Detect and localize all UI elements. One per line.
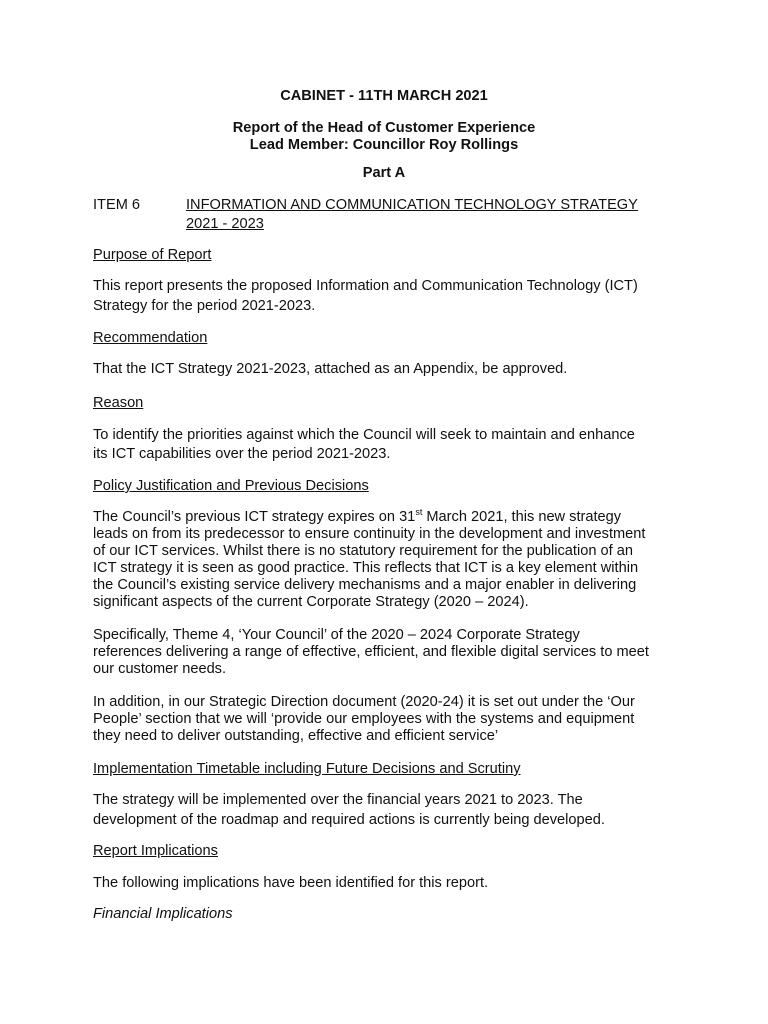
policy-p1-line-1 bbox=[93, 509, 675, 526]
reason-line-2: its ICT capabilities over the period 2021-2023. bbox=[93, 446, 391, 462]
item-title-line-1: INFORMATION AND COMMUNICATION TECHNOLOGY STRATEGY bbox=[186, 197, 638, 213]
policy-p3-line-2: People’ section that we will ‘provide our employees with the systems and equipment bbox=[93, 711, 635, 727]
ordinal-suffix: st bbox=[415, 507, 423, 517]
item-title-line-2: 2021 - 2023 bbox=[186, 216, 264, 232]
implementation-heading: Implementation Timetable including Future Decisions and Scrutiny bbox=[93, 761, 521, 777]
reason-line-1: To identify the priorities against which the Council will seek to maintain and enhance bbox=[93, 427, 635, 443]
recommendation-heading: Recommendation bbox=[93, 330, 208, 346]
policy-p1-line-5: the Council’s existing service delivery mechanisms and a major enabler in delivering bbox=[93, 577, 637, 593]
implications-text: The following implications have been identified for this report. bbox=[93, 875, 489, 891]
policy-p3-line-3: they need to deliver outstanding, effective and efficient service’ bbox=[93, 728, 499, 744]
item-number: ITEM 6 bbox=[93, 197, 141, 213]
purpose-line-1: This report presents the proposed Information and Communication Technology (ICT) bbox=[93, 278, 638, 294]
financial-implications-heading: Financial Implications bbox=[93, 906, 233, 922]
policy-p1-line-6: significant aspects of the current Corporate Strategy (2020 – 2024). bbox=[93, 594, 529, 610]
recommendation-text: That the ICT Strategy 2021-2023, attached as an Appendix, be approved. bbox=[93, 361, 568, 377]
policy-p3-line-1: In addition, in our Strategic Direction document (2020-24) it is set out under the ‘Our bbox=[93, 694, 635, 710]
lead-member: Lead Member: Councillor Roy Rollings bbox=[249, 137, 519, 153]
implementation-line-1: The strategy will be implemented over the financial years 2021 to 2023. The bbox=[93, 792, 583, 808]
part-label: Part A bbox=[362, 165, 406, 181]
policy-p1-line-1-end: March 2021, this new strategy bbox=[422, 509, 622, 525]
implementation-line-2: development of the roadmap and required actions is currently being developed. bbox=[93, 812, 605, 828]
policy-p1-line-4: ICT strategy it is seen as good practice. This reflects that ICT is a key element within bbox=[93, 560, 639, 576]
policy-p1-line-1-start: The Council’s previous ICT strategy expires on 31 bbox=[93, 509, 416, 525]
purpose-heading: Purpose of Report bbox=[93, 247, 212, 263]
policy-heading: Policy Justification and Previous Decisions bbox=[93, 478, 369, 494]
policy-p1-line-3: of our ICT services. Whilst there is no statutory requirement for the publication of an bbox=[93, 543, 633, 559]
policy-p2-line-3: our customer needs. bbox=[93, 661, 227, 677]
policy-p1-line-2: leads on from its predecessor to ensure continuity in the development and investment bbox=[93, 526, 646, 542]
meeting-title: CABINET - 11TH MARCH 2021 bbox=[280, 88, 488, 104]
reason-heading: Reason bbox=[93, 395, 144, 411]
purpose-line-2: Strategy for the period 2021-2023. bbox=[93, 298, 316, 314]
implications-heading: Report Implications bbox=[93, 843, 218, 859]
report-of: Report of the Head of Customer Experience bbox=[232, 120, 536, 136]
policy-p2-line-1: Specifically, Theme 4, ‘Your Council’ of the 2020 – 2024 Corporate Strategy bbox=[93, 627, 580, 643]
policy-p2-line-2: references delivering a range of effective, efficient, and flexible digital services to meet bbox=[93, 644, 649, 660]
